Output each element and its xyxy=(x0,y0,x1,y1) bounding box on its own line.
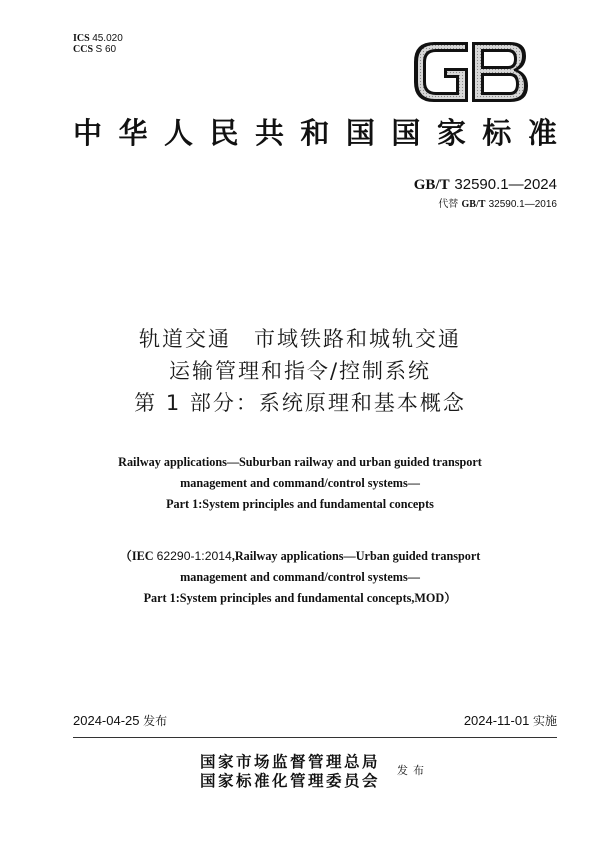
issue-date: 2024-04-25 发布 xyxy=(73,713,168,728)
english-title xyxy=(0,452,600,515)
classification-codes xyxy=(73,33,123,55)
title-char: 准 xyxy=(527,115,557,150)
title-char: 国 xyxy=(345,115,375,150)
effective-date: 2024-11-01 实施 xyxy=(463,713,557,728)
issuing-organizations xyxy=(200,752,380,790)
iec-reference-line: management and command/control systems— xyxy=(180,570,420,584)
title-char: 标 xyxy=(482,115,512,150)
title-char: 中 xyxy=(73,115,103,150)
iec-reference xyxy=(0,546,600,609)
replaces-standard: 代替 GB/T 32590.1—2016 xyxy=(438,199,557,210)
title-char: 人 xyxy=(163,115,193,150)
title-char: 国 xyxy=(391,115,421,150)
standard-number: GB/T 32590.1—2024 xyxy=(413,176,557,193)
date-row xyxy=(73,712,557,729)
iec-reference-line: （IEC 62290-1:2014,Railway applications—Urban guided transport xyxy=(119,549,481,563)
issue-action-label: 发布 xyxy=(397,764,429,777)
chinese-title-line: 运输管理和指令/控制系统 xyxy=(168,359,432,383)
title-char: 家 xyxy=(436,115,466,150)
divider xyxy=(73,737,557,738)
chinese-title-line: 第 1 部分：系统原理和基本概念 xyxy=(134,391,466,415)
english-title-line: Railway applications—Suburban railway and urban guided transport xyxy=(118,455,482,469)
english-title-line: management and command/control systems— xyxy=(180,476,420,490)
ccs-code: CCS S 60 xyxy=(73,44,117,55)
english-title-line: Part 1:System principles and fundamental concepts xyxy=(166,497,434,511)
ics-code: ICS 45.020 xyxy=(73,33,123,44)
title-char: 共 xyxy=(254,115,284,150)
chinese-title xyxy=(0,323,600,419)
issuer-org: 国家市场监督管理总局 xyxy=(200,752,381,771)
title-char: 和 xyxy=(300,115,330,150)
chinese-title-line: 轨道交通 市域铁路和城轨交通 xyxy=(139,327,461,351)
title-char: 华 xyxy=(118,115,148,150)
national-standard-title xyxy=(73,113,557,149)
title-char: 民 xyxy=(209,115,239,150)
gb-logo-icon xyxy=(410,38,530,106)
issuer-org: 国家标准化管理委员会 xyxy=(200,771,381,790)
iec-reference-line: Part 1:System principles and fundamental concepts,MOD） xyxy=(143,591,457,605)
